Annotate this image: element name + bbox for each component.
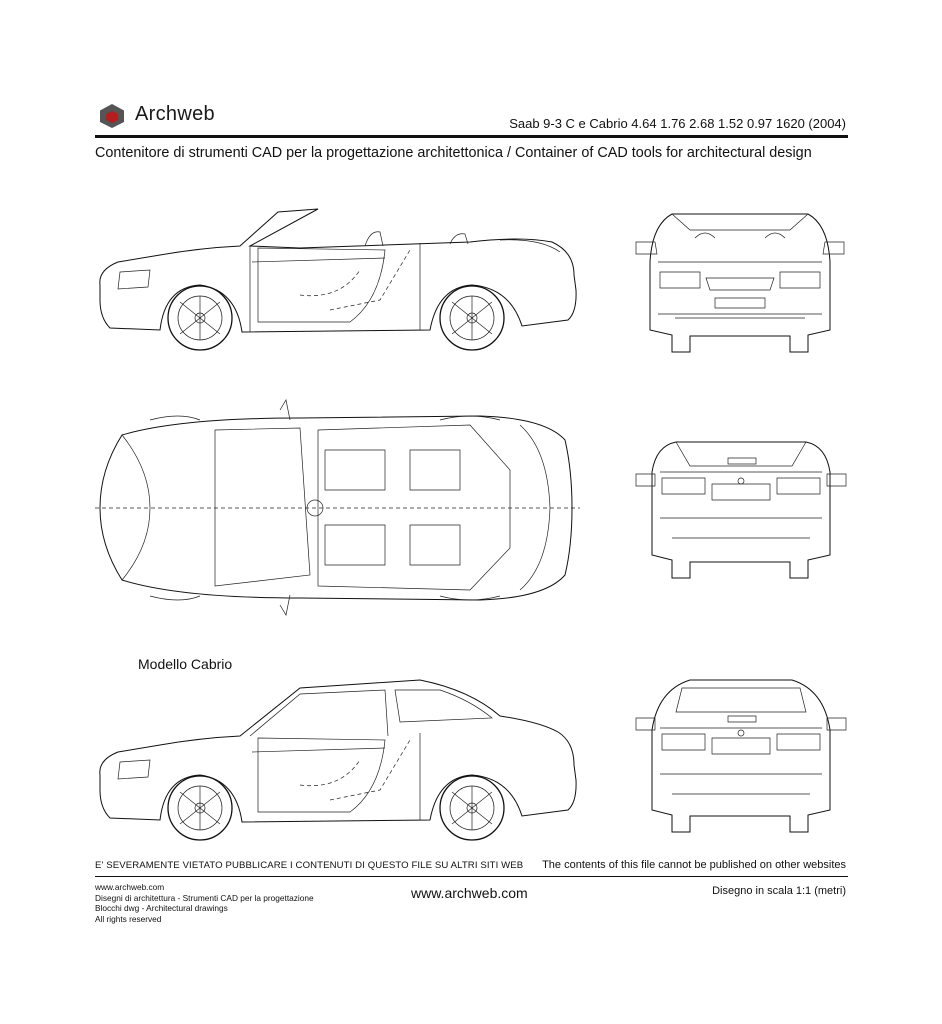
footer-info — [95, 882, 314, 924]
cabrio-model-label: Modello Cabrio — [138, 656, 233, 672]
rear-view-open — [636, 442, 846, 578]
model-spec: Saab 9-3 C e Cabrio 4.64 1.76 2.68 1.52 0.97 1620 (2004) — [509, 116, 846, 131]
copyright-warning-english: The contents of this file cannot be published on other websites — [542, 859, 846, 871]
top-view — [95, 400, 580, 615]
rear-view-hardtop — [636, 680, 846, 832]
side-view-open — [100, 209, 576, 350]
copyright-warning-italian: E' SEVERAMENTE VIETATO PUBBLICARE I CONTENUTI DI QUESTO FILE SU ALTRI SITI WEB — [95, 860, 524, 871]
footer-divider — [95, 876, 848, 877]
footer-website-link[interactable]: www.archweb.com — [411, 885, 528, 901]
side-view-hardtop — [100, 680, 576, 840]
scale-note: Disegno in scala 1:1 (metri) — [712, 885, 846, 897]
brand-name: Archweb — [135, 103, 215, 125]
page-subtitle: Contenitore di strumenti CAD per la progettazione architettonica / Container of CAD tools for architectural design — [95, 145, 812, 161]
footer-line: www.archweb.com — [95, 882, 165, 892]
footer-line: All rights reserved — [95, 913, 162, 924]
footer-line: Blocchi dwg - Architectural drawings — [95, 903, 228, 913]
footer-line: Disegni di architettura - Strumenti CAD per la progettazione — [95, 892, 314, 903]
front-view — [636, 214, 844, 352]
